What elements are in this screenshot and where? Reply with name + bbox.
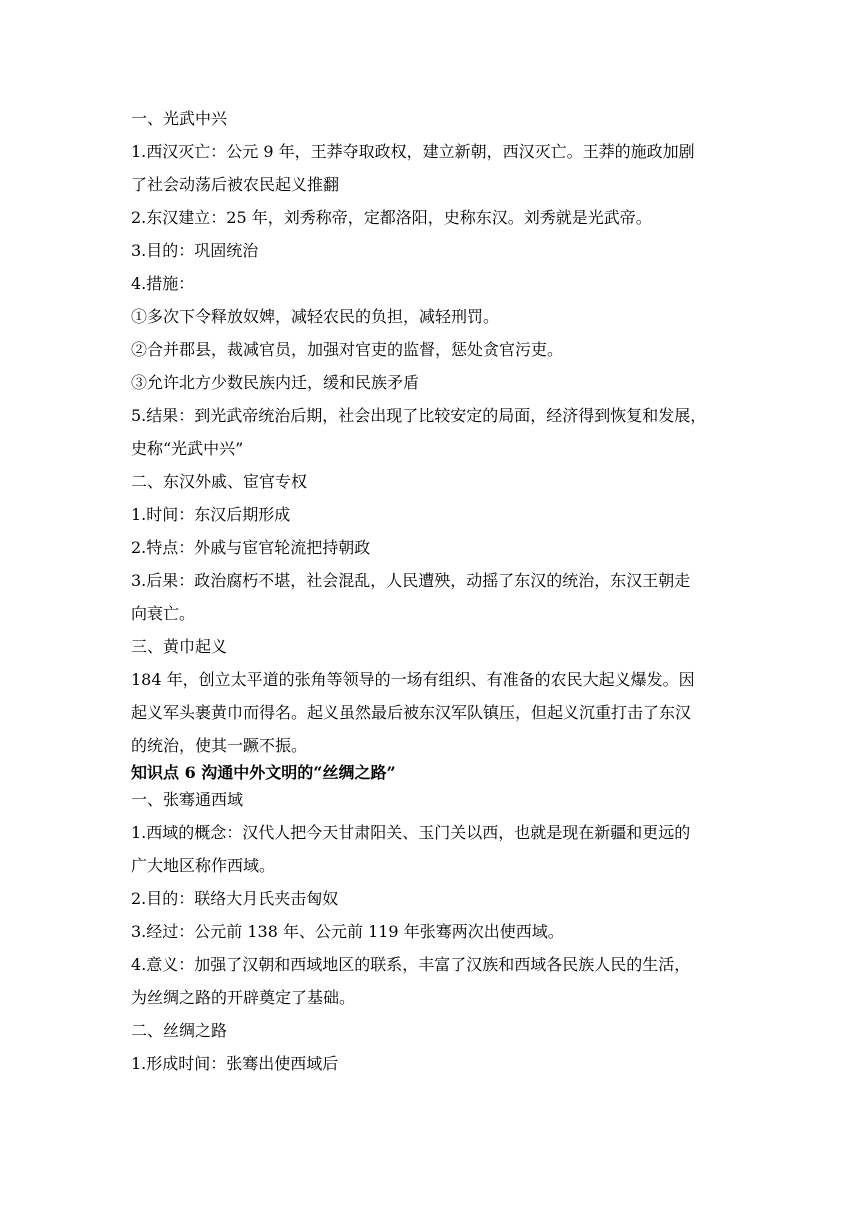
paragraph-line: 3.经过：公元前 138 年、公元前 119 年张骞两次出使西域。 (131, 922, 564, 941)
list-item: ②合并郡县，裁减官员，加强对官吏的监督，惩处贪官污吏。 (131, 340, 564, 359)
section-title-knowledge-point-6: 知识点 6 沟通中外文明的“丝绸之路” (131, 763, 396, 782)
paragraph-line: 2.目的：联络大月氏夹击匈奴 (131, 889, 339, 908)
paragraph-line: 了社会动荡后被农民起义推翻 (131, 175, 340, 194)
paragraph-line: 184 年，创立太平道的张角等领导的一场有组织、有准备的农民大起义爆发。因 (131, 670, 695, 689)
paragraph-line: 3.后果：政治腐朽不堪，社会混乱，人民遭殃，动摇了东汉的统治，东汉王朝走 (131, 571, 691, 590)
paragraph-line: 史称“光武中兴” (131, 439, 244, 458)
paragraph-line: 1.时间：东汉后期形成 (131, 505, 291, 524)
paragraph-line: 起义军头裹黄巾而得名。起义虽然最后被东汉军队镇压，但起义沉重打击了东汉 (131, 703, 692, 722)
heading-waiqi-huanguan: 二、东汉外戚、宦官专权 (131, 472, 308, 491)
paragraph-line: 2.东汉建立：25 年，刘秀称帝，定都洛阳，史称东汉。刘秀就是光武帝。 (131, 208, 652, 227)
list-item: ③允许北方少数民族内迁，缓和民族矛盾 (131, 373, 420, 392)
paragraph-line: 1.形成时间：张骞出使西域后 (131, 1054, 339, 1073)
paragraph-line: 为丝绸之路的开辟奠定了基础。 (131, 988, 356, 1007)
paragraph-line: 1.西汉灭亡：公元 9 年，王莽夺取政权，建立新朝，西汉灭亡。王莽的施政加剧 (131, 142, 695, 161)
paragraph-line: 向衰亡。 (131, 604, 196, 623)
paragraph-line: 2.特点：外戚与宦官轮流把持朝政 (131, 538, 371, 557)
heading-guangwu-zhongxing: 一、光武中兴 (131, 109, 228, 128)
paragraph-line: 4.措施： (131, 274, 195, 293)
heading-huangjin-qiyi: 三、黄巾起义 (131, 637, 228, 656)
paragraph-line: 1.西域的概念：汉代人把今天甘肃阳关、玉门关以西，也就是现在新疆和更远的 (131, 823, 691, 842)
paragraph-line: 5.结果：到光武帝统治后期，社会出现了比较安定的局面，经济得到恢复和发展， (131, 406, 707, 425)
paragraph-line: 广大地区称作西域。 (131, 856, 276, 875)
paragraph-line: 3.目的：巩固统治 (131, 241, 259, 260)
document-body (131, 107, 731, 1076)
paragraph-line: 的统治，使其一蹶不振。 (131, 736, 308, 755)
heading-silk-road: 二、丝绸之路 (131, 1021, 228, 1040)
heading-zhangqian: 一、张骞通西域 (131, 790, 244, 809)
list-item: ①多次下令释放奴婢，减轻农民的负担，减轻刑罚。 (131, 307, 500, 326)
paragraph-line: 4.意义：加强了汉朝和西域地区的联系，丰富了汉族和西域各民族人民的生活， (131, 955, 691, 974)
